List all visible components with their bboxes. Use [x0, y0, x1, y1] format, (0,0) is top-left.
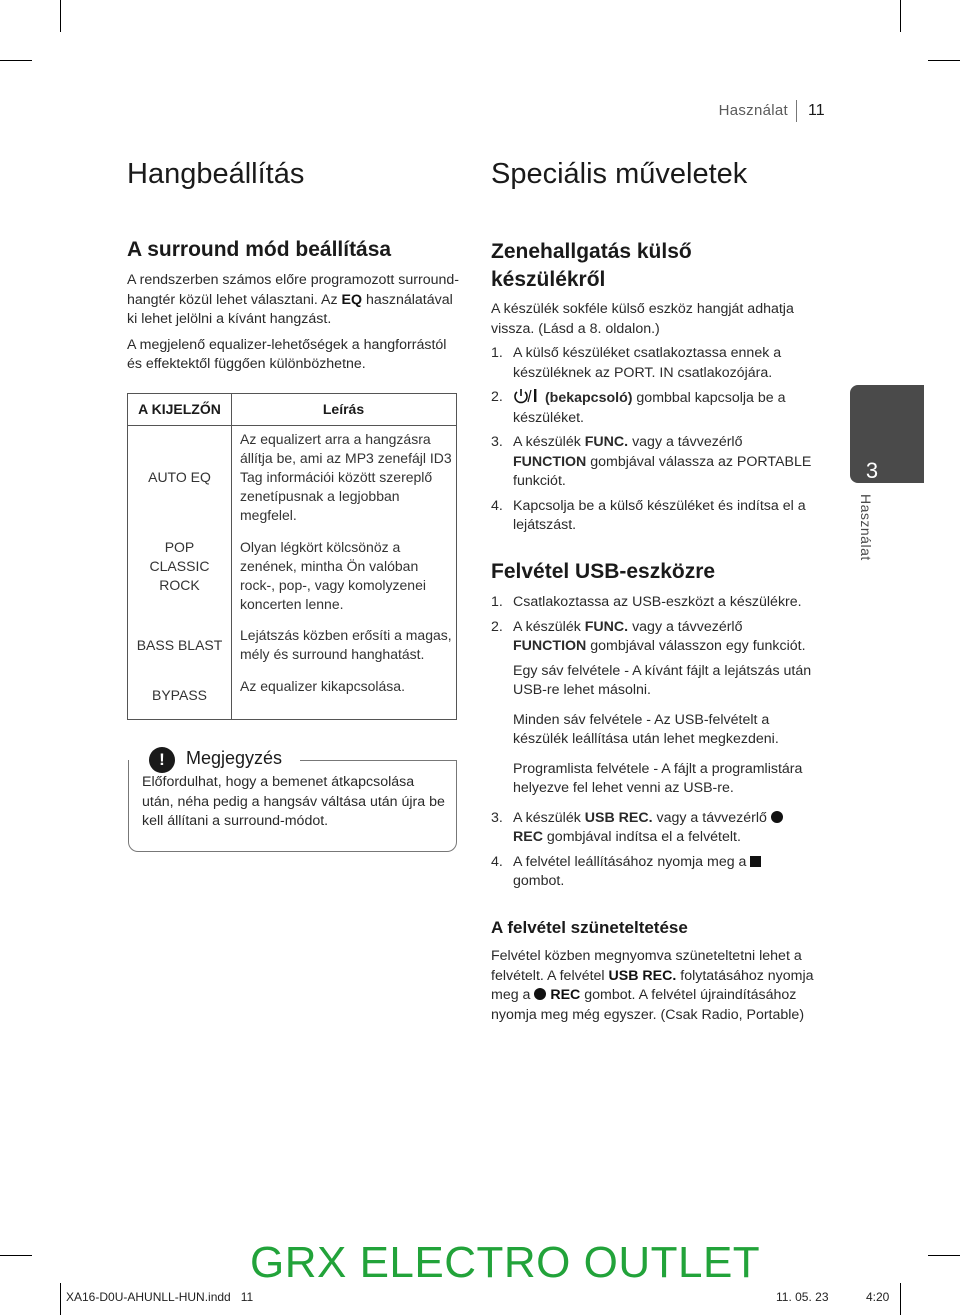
table-divider	[231, 394, 232, 719]
table-cell-description: Lejátszás közben erősíti a magas, mély és surround hanghatást.	[240, 627, 452, 662]
power-icon	[513, 390, 541, 406]
usb-record-section	[491, 593, 816, 897]
chapter-label: Használat	[858, 494, 874, 561]
external-device-heading: Zenehallgatás külső készülékről	[491, 240, 692, 291]
footer-file: XA16-D0U-AHUNLL-HUN.indd 11	[66, 1290, 254, 1304]
running-header-section: Használat	[718, 102, 788, 119]
crop-mark	[60, 1283, 61, 1315]
table-header-description: Leírás	[322, 401, 365, 417]
record-dot-icon	[534, 988, 546, 1000]
crop-mark	[928, 60, 960, 61]
note-text: Előfordulhat, hogy a bemenet átkapcsolása után, néha pedig a hangsáv váltása után újra be kell állítani a surround-módot.	[142, 774, 445, 829]
footer-time: 4:20	[866, 1290, 890, 1304]
surround-heading: A surround mód beállítása	[127, 238, 392, 261]
table-divider	[128, 425, 456, 426]
table-header-display: A KIJELZŐN	[138, 401, 221, 417]
external-device-intro: A készülék sokféle külső eszköz hangját adhatja vissza. (Lásd a 8. oldalon.)	[491, 301, 794, 337]
usb-record-heading: Felvétel USB-eszközre	[491, 560, 716, 583]
right-page-title: Speciális műveletek	[491, 158, 748, 190]
record-option-all: Minden sáv felvétele - Az USB-felvételt a készülék leállítása után lehet megkezdeni.	[513, 711, 779, 747]
record-option-program: Programlista felvétele - A fájlt a programlistára helyezve fel lehet venni az USB-re.	[513, 760, 803, 796]
list-item: 1. A külső készüléket csatlakoztassa ennek a készüléknek az PORT. IN csatlakozójára.	[491, 345, 782, 381]
surround-intro-2: A megjelenő equalizer-lehetőségek a hangforrástól és effektektől függően különbözhetne.	[127, 336, 447, 372]
note-box-border	[300, 760, 457, 761]
surround-intro	[127, 271, 462, 375]
list-item: 2. A készülék FUNC. vagy a távvezérlő FUNCTION gombjával válasszon egy funkciót.	[491, 618, 806, 654]
list-item: 3. A készülék USB REC. vagy a távvezérlő REC gombjával indítsa el a felvételt.	[491, 809, 816, 848]
note-title: Megjegyzés	[186, 748, 283, 768]
external-device-section	[491, 300, 816, 541]
surround-intro-1: A rendszerben számos előre programozott surround-hangtér közül lehet választani. Az EQ használatával ki lehet jelölni a kívánt hangzást.	[127, 272, 459, 327]
usb-record-steps	[491, 593, 816, 657]
table-cell-display: AUTO EQ	[148, 469, 211, 485]
external-device-steps	[491, 344, 816, 536]
record-dot-icon	[771, 811, 783, 823]
list-item: 1. Csatlakoztassa az USB-eszközt a készülékre.	[491, 594, 802, 610]
list-item: 4. A felvétel leállításához nyomja meg a gombot.	[491, 853, 816, 892]
table-cell-description: Olyan légkört kölcsönöz a zenének, mintha Ön valóban rock-, pop-, vagy komolyzenei koncerten lenne.	[240, 539, 426, 612]
eq-table	[127, 393, 457, 720]
list-item: 2. (bekapcsoló) gombbal kapcsolja be a készüléket.	[491, 389, 786, 426]
header-divider	[796, 100, 797, 122]
crop-mark	[0, 1255, 32, 1256]
table-cell-description: Az equalizer kikapcsolása.	[240, 678, 405, 694]
crop-mark	[900, 0, 901, 32]
list-item: 3. A készülék FUNC. vagy a távvezérlő FUNCTION gombjával válassza az PORTABLE funkciót.	[491, 434, 812, 489]
page-number: 11	[808, 102, 825, 119]
pause-record-text: Felvétel közben megnyomva szüneteltetni lehet a felvételt. A felvétel USB REC. folytatásához nyomja meg a REC gombot. A felvétel újraindításához nyomja meg még egyszer. (Csak Radio, Portable)	[491, 948, 814, 1023]
crop-mark	[0, 60, 32, 61]
exclamation-icon: !	[149, 747, 175, 773]
stop-square-icon	[750, 856, 761, 867]
table-cell-display: BYPASS	[152, 687, 207, 703]
table-cell-description: Az equalizert arra a hangzásra állítja be, ami az MP3 zenefájl ID3 Tag információi között szereplő zenetípusnak a legjobban megfelel.	[240, 431, 452, 523]
table-cell-display: POP CLASSIC ROCK	[149, 539, 210, 593]
crop-mark	[900, 1283, 901, 1315]
pause-record-heading: A felvétel szüneteltetése	[491, 918, 688, 937]
footer-date: 11. 05. 23	[776, 1290, 829, 1304]
list-item: 4. Kapcsolja be a külső készüléket és indítsa el a lejátszást.	[491, 497, 806, 533]
table-cell-display: BASS BLAST	[136, 637, 223, 653]
chapter-number: 3	[865, 458, 879, 483]
record-option-single: Egy sáv felvétele - A kívánt fájlt a lejátszás után USB-re lehet másolni.	[513, 662, 812, 698]
left-page-title: Hangbeállítás	[127, 158, 305, 190]
watermark: GRX ELECTRO OUTLET	[250, 1238, 761, 1287]
crop-mark	[60, 0, 61, 32]
usb-record-steps-continued	[491, 809, 816, 892]
crop-mark	[928, 1255, 960, 1256]
